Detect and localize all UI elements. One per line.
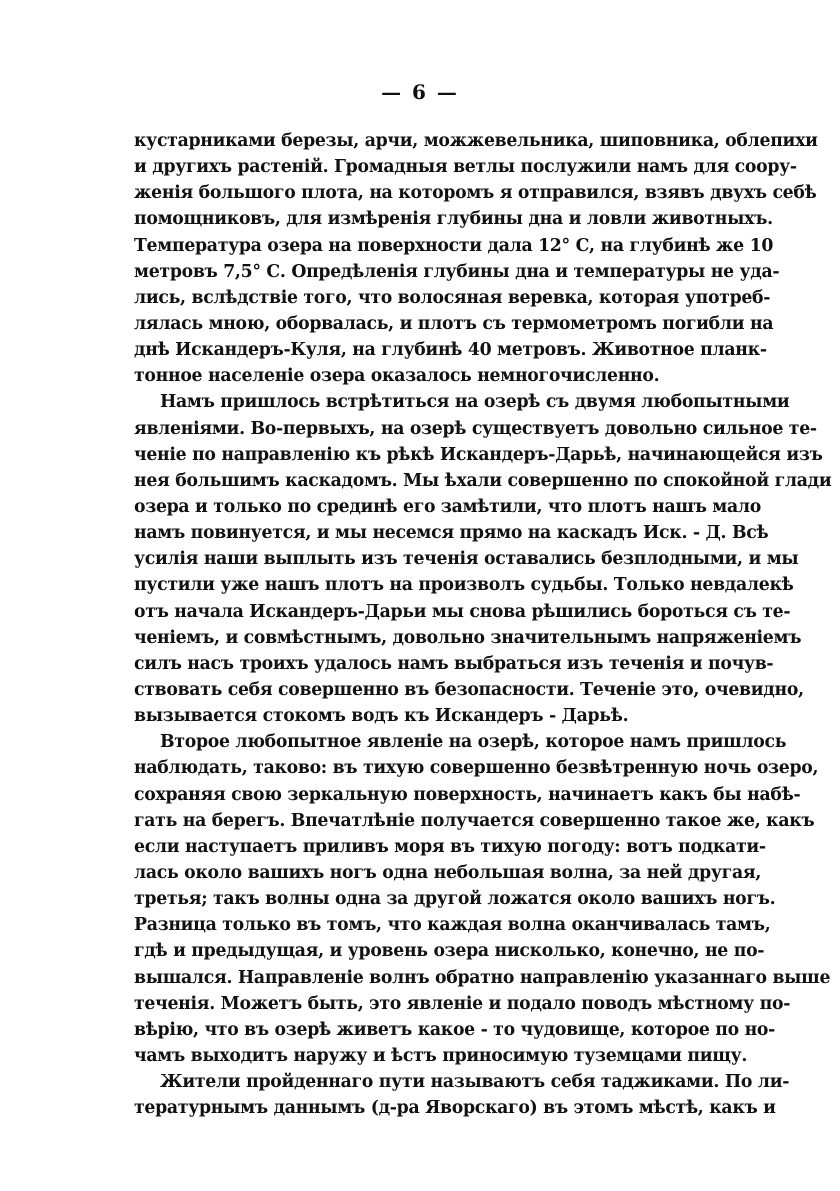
text-line: силъ насъ троихъ удалось намъ выбраться изъ теченія и почув- [134,653,774,674]
text-line: ченіемъ, и совмѣстнымъ, довольно значительнымъ напряженіемъ [134,627,802,648]
text-line: ствовать себя совершенно въ безопасности. Теченіе это, очевидно, [134,679,804,700]
text-line: нея большимъ каскадомъ. Мы ѣхали совершенно по спокойной глади [134,470,832,491]
text-line: Намъ пришлось встрѣтиться на озерѣ съ двумя любопытными [160,392,790,413]
text-line: лась около вашихъ ногъ одна небольшая волна, за ней другая, [134,862,762,883]
text-line: явленіями. Во-первыхъ, на озерѣ существуетъ довольно сильное те- [134,418,817,439]
text-line: женія большого плота, на которомъ я отправился, взявъ двухъ себѣ [134,183,817,204]
text-line: вышался. Направленіе волнъ обратно направленію указаннаго выше [134,967,831,988]
text-line: вызывается стокомъ водъ къ Искандеръ - Дарьѣ. [134,706,629,727]
text-line: Второе любопытное явленіе на озерѣ, которое намъ пришлось [160,732,787,753]
text-line: метровъ 7,5° С. Опредѣленія глубины дна и температуры не уда- [134,261,780,282]
text-line: лялась мною, оборвалась, и плотъ съ термометромъ погибли на [134,313,774,334]
text-line: днѣ Искандеръ-Куля, на глубинѣ 40 метровъ. Животное планк- [134,340,767,361]
text-line: Жители пройденнаго пути называютъ себя таджиками. По ли- [160,1072,790,1093]
text-line: сохраняя свою зеркальную поверхность, начинаетъ какъ бы набѣ- [134,784,801,805]
paragraph-4 [134,1069,790,1121]
text-line: Разница только въ томъ, что каждая волна оканчивалась тамъ, [134,915,771,936]
text-line: гать на берегъ. Впечатлѣніе получается совершенно такое же, какъ [134,810,815,831]
text-line: лись, вслѣдствіе того, что волосяная веревка, которая употреб- [134,287,771,308]
text-line: теченія. Можетъ быть, это явленіе и подало поводъ мѣстному по- [134,993,791,1014]
page-number: — 6 — [381,80,459,104]
text-line: третья; такъ волны одна за другой ложатся около вашихъ ногъ. [134,889,776,910]
text-line: помощниковъ, для измѣренія глубины дна и ловли животныхъ. [134,209,773,230]
text-line: если наступаетъ приливъ моря въ тихую погоду: вотъ подкати- [134,836,766,857]
text-line: тературнымъ даннымъ (д-ра Яворскаго) въ этомъ мѣстѣ, какъ и [134,1098,776,1119]
text-line: намъ повинуется, и мы несемся прямо на каскадъ Иск. - Д. Всѣ [134,523,769,544]
text-line: отъ начала Искандеръ-Дарьи мы снова рѣшились бороться съ те- [134,601,791,622]
text-line: пустили уже нашъ плотъ на произволъ судьбы. Только невдалекѣ [134,575,794,596]
text-line: гдѣ и предыдущая, и уровень озера нисколько, конечно, не по- [134,941,765,962]
text-line: озера и только по срединѣ его замѣтили, что плотъ нашъ мало [134,496,762,517]
text-line: усилія наши выплыть изъ теченія оставались безплодными, и мы [134,549,799,570]
text-line: вѣрію, что въ озерѣ живетъ какое - то чудовище, которое по но- [134,1019,776,1040]
paragraph-1 [134,128,818,389]
text-line: тонное населеніе озера оказалось немногочисленно. [134,366,660,387]
body-text [134,128,832,1121]
text-line: кустарниками березы, арчи, можжевельника, шиповника, облепихи [134,131,818,151]
text-line: чамъ выходитъ наружу и ѣстъ приносимую туземцами пищу. [134,1045,748,1066]
text-line: Температура озера на поверхности дала 12° С, на глубинѣ же 10 [134,235,774,256]
paragraph-3 [134,729,831,1069]
paragraph-2 [134,389,832,729]
text-line: ченіе по направленію къ рѣкѣ Искандеръ-Дарьѣ, начинающейся изъ [134,444,823,465]
text-line: наблюдать, таково: въ тихую совершенно безвѣтренную ночь озеро, [134,758,819,779]
text-line: и другихъ растеній. Громадныя ветлы послужили намъ для соору- [134,157,797,178]
